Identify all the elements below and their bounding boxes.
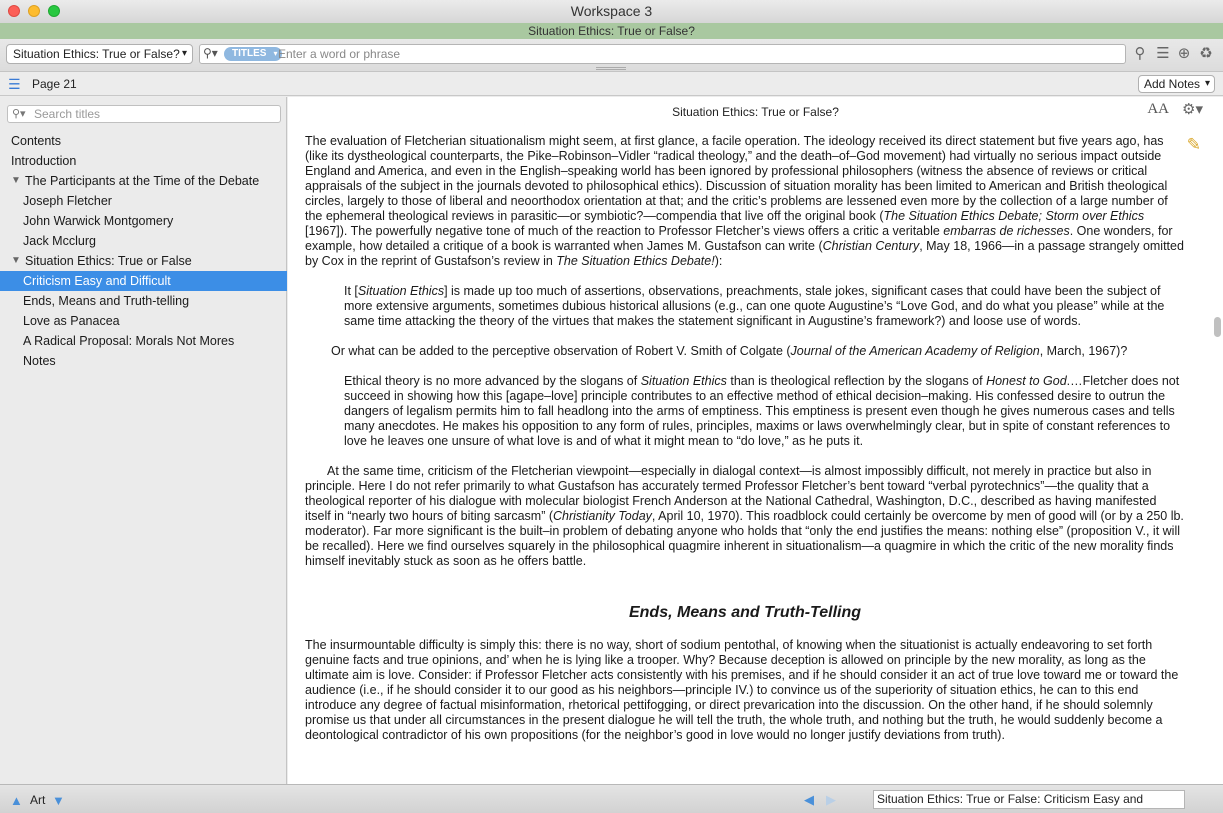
sidebar (0, 97, 287, 784)
gear-icon[interactable]: ⚙▾ (1182, 101, 1203, 118)
resource-select-value: Situation Ethics: True or False? (13, 47, 180, 61)
toc-item-label: A Radical Proposal: Morals Not Mores (23, 334, 235, 348)
toc-item-label: John Warwick Montgomery (23, 214, 174, 228)
toc-item-radical-proposal[interactable] (0, 331, 287, 351)
add-notes-label: Add Notes (1144, 77, 1201, 91)
toc-item-notes[interactable] (0, 351, 287, 371)
toc-item-label: Situation Ethics: True or False (25, 254, 192, 268)
art-label: Art (30, 793, 46, 807)
search-icon[interactable]: ⚲▾ (203, 46, 218, 60)
search-scope-label: TITLES (232, 48, 267, 59)
content-header (288, 97, 1223, 125)
paragraph: At the same time, criticism of the Fletcherian viewpoint—especially in dialogal context—is almost impossibly difficult, not merely in practice but also in principle. Here I do not refer primarily to what Gustafson has accurately termed Professor Fletcher’s bent toward “verbal pyrotechnics”—the quality that a theological reporter of his dialogue with molecular biologist French Anderson at the National Cathedral, Washington, D.C., described as having manifested itself in “nearly two hours of biting sarcasm” (Christianity Today, April 10, 1970). This roadblock could certainly be overcome by men of good will (or by a 250 lb. moderator). Far more significant is the built–in problem of debating anyone who holds that “only the end justifies the means: nothing else” (proposition V., it will be recalled). Here we find ourselves squarely in the philosophical quagmire inherent in situationalism—a quagmire in which the critic of the new morality finds himself inevitably stuck as soon as he offers battle. (305, 464, 1184, 568)
resource-title-bar (0, 23, 1223, 39)
share-icon[interactable]: ♻ (1199, 45, 1213, 62)
resource-title: Situation Ethics: True or False? (528, 24, 695, 38)
toc-item-label: The Participants at the Time of the Debate (25, 174, 260, 188)
toc-item-label: Joseph Fletcher (23, 194, 112, 208)
status-bar (0, 784, 1223, 813)
paragraph: The evaluation of Fletcherian situationalism might seem, at first glance, a facile operation. The ideology received its direct statement but five years ago, has (like its dystheological counterparts, the Pike–Robinson–Vidler “radical theology,” and the death–of–God movement) had virtually no serious impact outside England and America, and even in the English–speaking world has been ignored by professional philosophers (witness the absence of reviews or critical appraisals of the subject in the journals devoted to philosophical ethics). Discussion of situation morality has been limited to American and British theological circles, largely to those of liberal and neoorthodox orientation at that; and the critic’s problems are lessened even more by the collection of a large number of the ephemeral theological reviews in parasitic—or symbiotic?—compendia that live off the original book (The Situation Ethics Debate; Storm over Ethics [1967]). The powerfully negative tone of much of the reaction to Professor Fletcher’s views offers a critic a veritable embarras de richesses. One wonders, for example, how detailed a critique of a book is warranted when James M. Gustafson can write (Christian Century, May 18, 1966—in a passage strangely omitted by Cox in the reprint of Gustafson’s review in The Situation Ethics Debate!): (305, 134, 1184, 268)
resize-grip[interactable] (596, 67, 626, 70)
search-input[interactable] (278, 46, 1118, 62)
sidebar-search (7, 105, 281, 123)
add-icon[interactable]: ⊕ (1177, 45, 1191, 62)
disclosure-triangle-icon[interactable]: ▼ (11, 255, 21, 266)
maximize-window-button[interactable] (48, 5, 60, 17)
window-title: Workspace 3 (570, 3, 653, 19)
toc-item-label: Jack Mcclurg (23, 234, 96, 248)
font-size-icon[interactable]: AA (1147, 101, 1169, 117)
search-options-icon[interactable]: ⚲ (1134, 45, 1146, 62)
reader-pane (288, 97, 1223, 784)
toc-item-contents[interactable] (0, 131, 287, 151)
previous-art-icon[interactable]: ▲ (10, 793, 23, 808)
block-quote: It [Situation Ethics] is made up too much of assertions, observations, preachments, stale jokes, significant cases that could have been the subject of more extensive arguments, sometimes dubious historical allusions (e.g., can one quote Augustine’s “Love God, and do what you please” while at the same time attacking the theory of the virtues that makes the statement significant in Augustine’s framework?) and loose use of words. (344, 284, 1165, 328)
search-titles-input[interactable] (34, 107, 274, 121)
toc-item-introduction[interactable] (0, 151, 287, 171)
forward-arrow-icon[interactable]: ▶ (826, 792, 836, 807)
pencil-icon[interactable]: ✎ (1186, 135, 1201, 154)
toc-item-john-warwick-montgomery[interactable] (0, 211, 287, 231)
toolbar (0, 39, 1223, 72)
back-arrow-icon[interactable]: ◀ (804, 792, 814, 807)
toc-item-label: Notes (23, 354, 56, 368)
close-window-button[interactable] (8, 5, 20, 17)
paragraph: The insurmountable difficulty is simply this: there is no way, short of sodium pentothal, of knowing when the situationist is actually endeavoring to set forth genuine facts and true opinions, and’ when he is lying like a trooper. Why? Because deception is allowed on principle by the new morality, as long as the ultimate aim is love. Consider: if Professor Fletcher acts consistently with his premises, and if he should consider it an act of true love toward me or toward the audience (i.e., if he should consider it to our good as his neighbors—principle IV.) to convince us of the superiority of situation ethics, he can to this end introduce any degree of factual misinformation, rhetorical pettifogging, or direct prevarication into the discussion. On the other hand, if he should solemnly promise us that under all circumstances in the present dialogue he will tell the truth, the whole truth, and nothing but the truth, he would suddenly become a deontological contradictor of his own propositions (for the neighbor’s good in love would no longer justify deviations from truth). (305, 638, 1179, 742)
page-bar (0, 72, 1223, 96)
page-label: Page 21 (32, 77, 77, 91)
toc-item-label: Contents (11, 134, 62, 148)
toc-item-label: Ends, Means and Truth-telling (23, 294, 190, 308)
location-field[interactable]: Situation Ethics: True or False: Criticism Easy and (873, 790, 1185, 809)
chevron-down-icon: ▾ (273, 49, 278, 58)
section-heading: Ends, Means and Truth-Telling (628, 604, 861, 621)
chevron-down-icon: ▾ (1204, 78, 1210, 89)
toc-item-situation-ethics[interactable] (0, 251, 287, 271)
toc-item-joseph-fletcher[interactable] (0, 191, 287, 211)
table-of-contents (0, 131, 287, 371)
toc-item-ends-means[interactable] (0, 291, 287, 311)
article-text (305, 134, 1185, 784)
paragraph: Or what can be added to the perceptive observation of Robert V. Smith of Colgate (Journal of the American Academy of Religion, March, 1967)? (331, 344, 1128, 358)
scrollbar-thumb[interactable] (1214, 317, 1221, 337)
disclosure-triangle-icon[interactable]: ▼ (11, 175, 21, 186)
list-view-icon[interactable]: ☰ (1156, 45, 1170, 62)
table-of-contents-icon[interactable]: ☰ (8, 76, 21, 92)
search-box (199, 44, 1126, 64)
minimize-window-button[interactable] (28, 5, 40, 17)
toc-item-participants[interactable] (0, 171, 287, 191)
search-scope-pill[interactable] (224, 47, 282, 61)
block-quote: Ethical theory is no more advanced by the slogans of Situation Ethics than is theological reflection by the slogans of Honest to God.…Fletcher does not succeed in showing how this [agape–love] principle contributes to an effective method of ethical decision–making. His confessed desire to outrun the dangers of legalism permits him to fall headlong into the arms of emptiness. This emptiness is present even though he gives numerous cases and tells many anecdotes. He makes his opposition to any form of rules, principles, maxims or laws overwhelmingly clear, but in spite of constant references to love he leaves one unsure of what love is and of what it might mean to “do love,” as he puts it. (344, 374, 1180, 448)
toc-item-label: Introduction (11, 154, 77, 168)
toc-item-label: Criticism Easy and Difficult (23, 274, 171, 288)
window-titlebar (0, 0, 1223, 23)
toc-item-criticism[interactable] (0, 271, 287, 291)
search-icon: ⚲▾ (12, 108, 26, 120)
content-title: Situation Ethics: True or False? (672, 105, 839, 119)
toc-item-jack-mcclurg[interactable] (0, 231, 287, 251)
chevron-down-icon: ▾ (181, 48, 187, 59)
add-notes-button[interactable] (1138, 75, 1215, 93)
toc-item-label: Love as Panacea (23, 314, 120, 328)
next-art-icon[interactable]: ▼ (52, 793, 65, 808)
resource-select[interactable] (6, 44, 193, 64)
toc-item-love-as-panacea[interactable] (0, 311, 287, 331)
